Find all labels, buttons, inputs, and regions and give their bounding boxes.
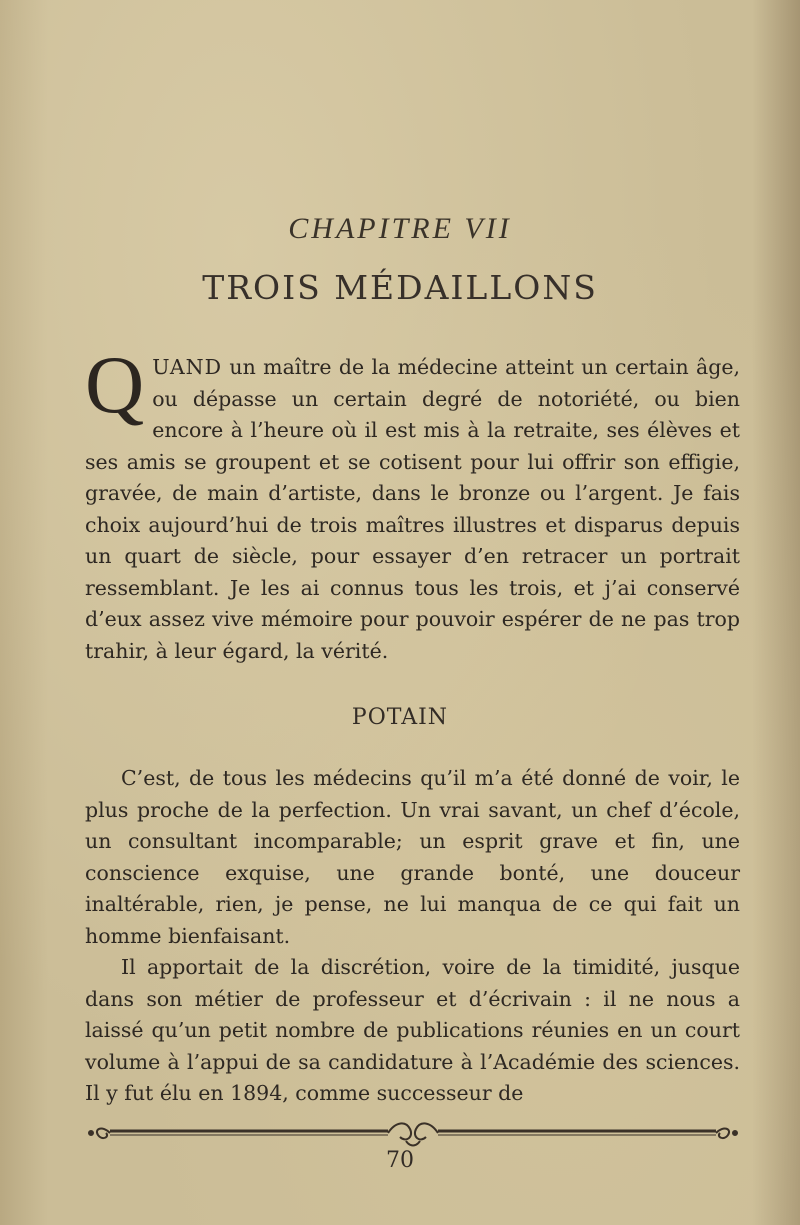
section-heading: POTAIN [351,705,449,730]
chapter-label: CHAPITRE VII [288,212,512,245]
ornament-center-flourish [388,1123,438,1145]
drop-cap: Q [85,339,145,430]
section-paragraph: Il apportait de la discrétion, voire de la timidité, jusque dans son métier de professeur et d’écrivain : il ne nous a laissé qu’un petit nombre de publications réunies en un court volume à l’appui de sa candidature à l’Académie des sciences. Il y fut élu en 1894, comme successeur de [85,955,740,1105]
ornament-right-rule [438,1131,716,1135]
ornament-left-rule [110,1131,388,1135]
page-number: 70 [386,1148,414,1173]
section-body [85,763,740,1110]
intro-text: un maître de la médecine atteint un certain âge, ou dépasse un certain degré de notoriété, ou bien encore à l’heure où il est mis à la retraite, ses élèves et ses amis se groupent et se cotisent pour lui offrir son effigie, gravée, de main d’artiste, dans le bronze ou l’argent. Je fais choix aujourd’hui de trois maîtres illustres et disparus depuis un quart de siècle, pour essayer d’en retracer un portrait ressemblant. Je les ai connus tous les trois, et j’ai conservé d’eux assez vive mémoire pour pouvoir espérer de ne pas trop trahir, à leur égard, la vérité. [85,355,740,663]
chapter-title: TROIS MÉDAILLONS [202,268,598,307]
section-paragraph: C’est, de tous les médecins qu’il m’a été donné de voir, le plus proche de la perfection. Un vrai savant, un chef d’école, un consultant incomparable; un esprit grave et fin, une conscience exquise, une grande bonté, une douceur inaltérable, rien, je pense, ne lui manqua de ce qui fait un homme bienfaisant. [85,766,740,948]
ornament-divider [88,1117,738,1147]
intro-lead-word: UAND [152,355,223,379]
intro-paragraph [85,339,740,667]
